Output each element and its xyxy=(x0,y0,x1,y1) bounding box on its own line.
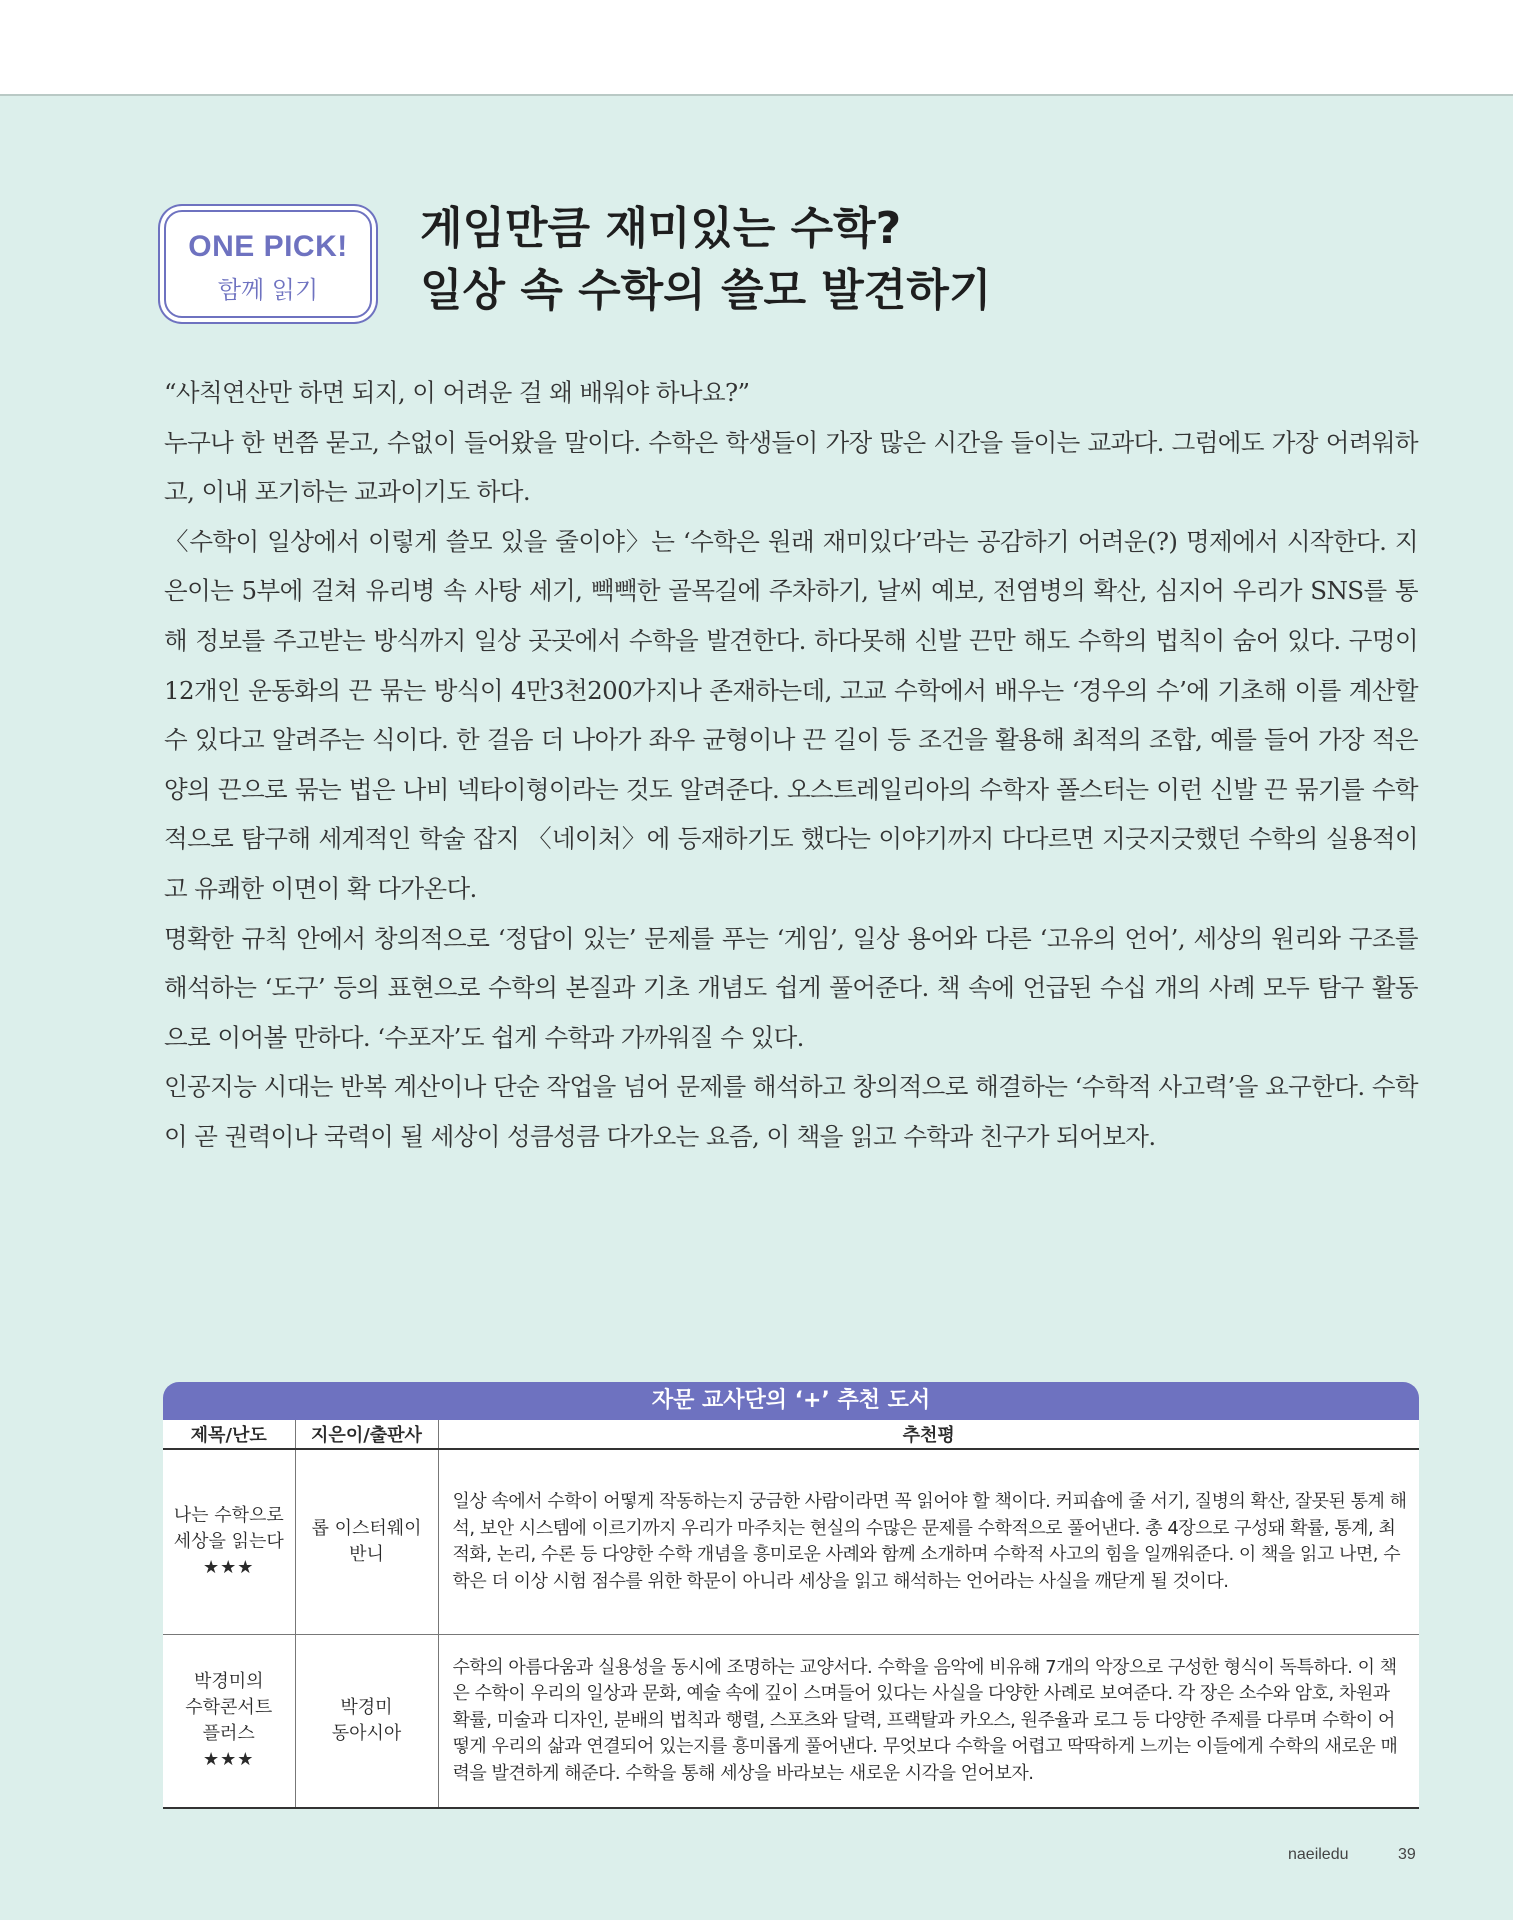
page-number: 39 xyxy=(1398,1846,1416,1863)
book-title-line: 플러스 xyxy=(202,1723,255,1744)
book-review-cell: 일상 속에서 수학이 어떻게 작동하는지 궁금한 사람이라면 꼭 읽어야 할 책이다. 커피숍에 줄 서기, 질병의 확산, 잘못된 통계 해석, 보안 시스템에 이르기까지 우리가 마주치는 현실의 수많은 문제를 수학적으로 풀어낸다. 총 4장으로 구성돼 확률, 통계, 최적화, 논리, 수론 등 다양한 수학 개념을 흥미로운 사례와 함께 소개하며 수학적 사고의 힘을 일깨워준다. 이 책을 읽고 나면, 수학은 더 이상 시험 점수를 위한 학문이 아니라 세상을 읽고 해석하는 언어라는 사실을 깨닫게 될 것이다. xyxy=(438,1449,1419,1635)
one-pick-badge xyxy=(164,210,372,318)
book-title-line: 수학콘서트 xyxy=(185,1697,273,1718)
article-body xyxy=(164,368,1418,1162)
publisher-name: 반니 xyxy=(349,1544,384,1565)
footer-brand: naeiledu xyxy=(1288,1846,1349,1863)
book-title-line: 나는 수학으로 xyxy=(173,1505,284,1526)
book-title-line: 세상을 읽는다 xyxy=(173,1531,284,1552)
badge-title: ONE PICK! xyxy=(188,230,348,263)
paragraph-quote: “사칙연산만 하면 되지, 이 어려운 걸 왜 배워야 하나요?” xyxy=(164,378,750,407)
top-margin xyxy=(0,0,1513,96)
paragraph-intro: 누구나 한 번쯤 묻고, 수없이 들어왔을 말이다. 수학은 학생들이 가장 많은 시간을 들이는 교과다. 그럼에도 가장 어려워하고, 이내 포기하는 교과이기도 하다. xyxy=(164,427,1418,507)
books-table xyxy=(163,1420,1419,1809)
badge-subtitle: 함께 읽기 xyxy=(217,276,319,304)
book-author-cell xyxy=(295,1449,438,1635)
book-title-line: 박경미의 xyxy=(193,1671,264,1692)
table-title: 자문 교사단의 ‘+’ 추천 도서 xyxy=(163,1382,1419,1420)
difficulty-stars: ★★★ xyxy=(203,1749,255,1770)
publisher-name: 동아시아 xyxy=(331,1723,402,1744)
headline-line-1: 게임만큼 재미있는 수학? xyxy=(420,203,902,254)
author-name: 롭 이스터웨이 xyxy=(311,1518,422,1539)
table-row xyxy=(163,1449,1419,1635)
header-review: 추천평 xyxy=(438,1420,1419,1449)
headline-line-2: 일상 속 수학의 쓸모 발견하기 xyxy=(420,265,992,316)
book-title-cell xyxy=(163,1635,295,1809)
paragraph-book-summary: 〈수학이 일상에서 이렇게 쓸모 있을 줄이야〉는 ‘수학은 원래 재미있다’라는 공감하기 어려운(?) 명제에서 시작한다. 지은이는 5부에 걸쳐 유리병 속 사탕 세기, 빽빽한 골목길에 주차하기, 날씨 예보, 전염병의 확산, 심지어 우리가 SNS를 통해 정보를 주고받는 방식까지 일상 곳곳에서 수학을 발견한다. 하다못해 신발 끈만 해도 수학의 법칙이 숨어 있다. 구멍이 12개인 운동화의 끈 묶는 방식이 4만3천200가지나 존재하는데, 고교 수학에서 배우는 ‘경우의 수’에 기초해 이를 계산할 수 있다고 알려주는 식이다. 한 걸음 더 나아가 좌우 균형이나 끈 길이 등 조건을 활용해 최적의 조합, 예를 들어 가장 적은 양의 끈으로 묶는 법은 나비 넥타이형이라는 것도 알려준다. 오스트레일리아의 수학자 폴스터는 이런 신발 끈 묶기를 수학적으로 탐구해 세계적인 학술 잡지 〈네이처〉에 등재하기도 했다는 이야기까지 다다르면 지긋지긋했던 수학의 실용적이고 유쾌한 이면이 확 다가온다. xyxy=(164,526,1418,903)
header-title: 제목/난도 xyxy=(163,1420,295,1449)
author-name: 박경미 xyxy=(340,1697,393,1718)
difficulty-stars: ★★★ xyxy=(203,1557,255,1578)
paragraph-conclusion: 인공지능 시대는 반복 계산이나 단순 작업을 넘어 문제를 해석하고 창의적으로 해결하는 ‘수학적 사고력’을 요구한다. 수학이 곧 권력이나 국력이 될 세상이 성큼성큼 다가오는 요즘, 이 책을 읽고 수학과 친구가 되어보자. xyxy=(164,1072,1418,1151)
book-title-cell xyxy=(163,1449,295,1635)
article-headline xyxy=(420,198,1420,322)
book-author-cell xyxy=(295,1635,438,1809)
recommended-books-table xyxy=(163,1382,1419,1809)
book-review-cell: 수학의 아름다움과 실용성을 동시에 조명하는 교양서다. 수학을 음악에 비유해 7개의 악장으로 구성한 형식이 독특하다. 이 책은 수학이 우리의 일상과 문화, 예술 속에 깊이 스며들어 있다는 사실을 다양한 사례로 보여준다. 각 장은 소수와 암호, 차원과 확률, 미술과 디자인, 분배의 법칙과 행렬, 스포츠와 달력, 프랙탈과 카오스, 원주율과 로그 등 다양한 주제를 다루며 수학이 어떻게 우리의 삶과 연결되어 있는지를 흥미롭게 풀어낸다. 무엇보다 수학을 어렵고 딱딱하게 느끼는 이들에게 수학의 새로운 매력을 발견하게 해준다. 수학을 통해 세상을 바라보는 새로운 시각을 얻어보자. xyxy=(438,1635,1419,1809)
header-author: 지은이/출판사 xyxy=(295,1420,438,1449)
table-row xyxy=(163,1635,1419,1809)
paragraph-concepts: 명확한 규칙 안에서 창의적으로 ‘정답이 있는’ 문제를 푸는 ‘게임’, 일상 용어와 다른 ‘고유의 언어’, 세상의 원리와 구조를 해석하는 ‘도구’ 등의 표현으로 수학의 본질과 기초 개념도 쉽게 풀어준다. 책 속에 언급된 수십 개의 사례 모두 탐구 활동으로 이어볼 만하다. ‘수포자’도 쉽게 수학과 가까워질 수 있다. xyxy=(164,923,1418,1052)
table-header-row xyxy=(163,1420,1419,1449)
